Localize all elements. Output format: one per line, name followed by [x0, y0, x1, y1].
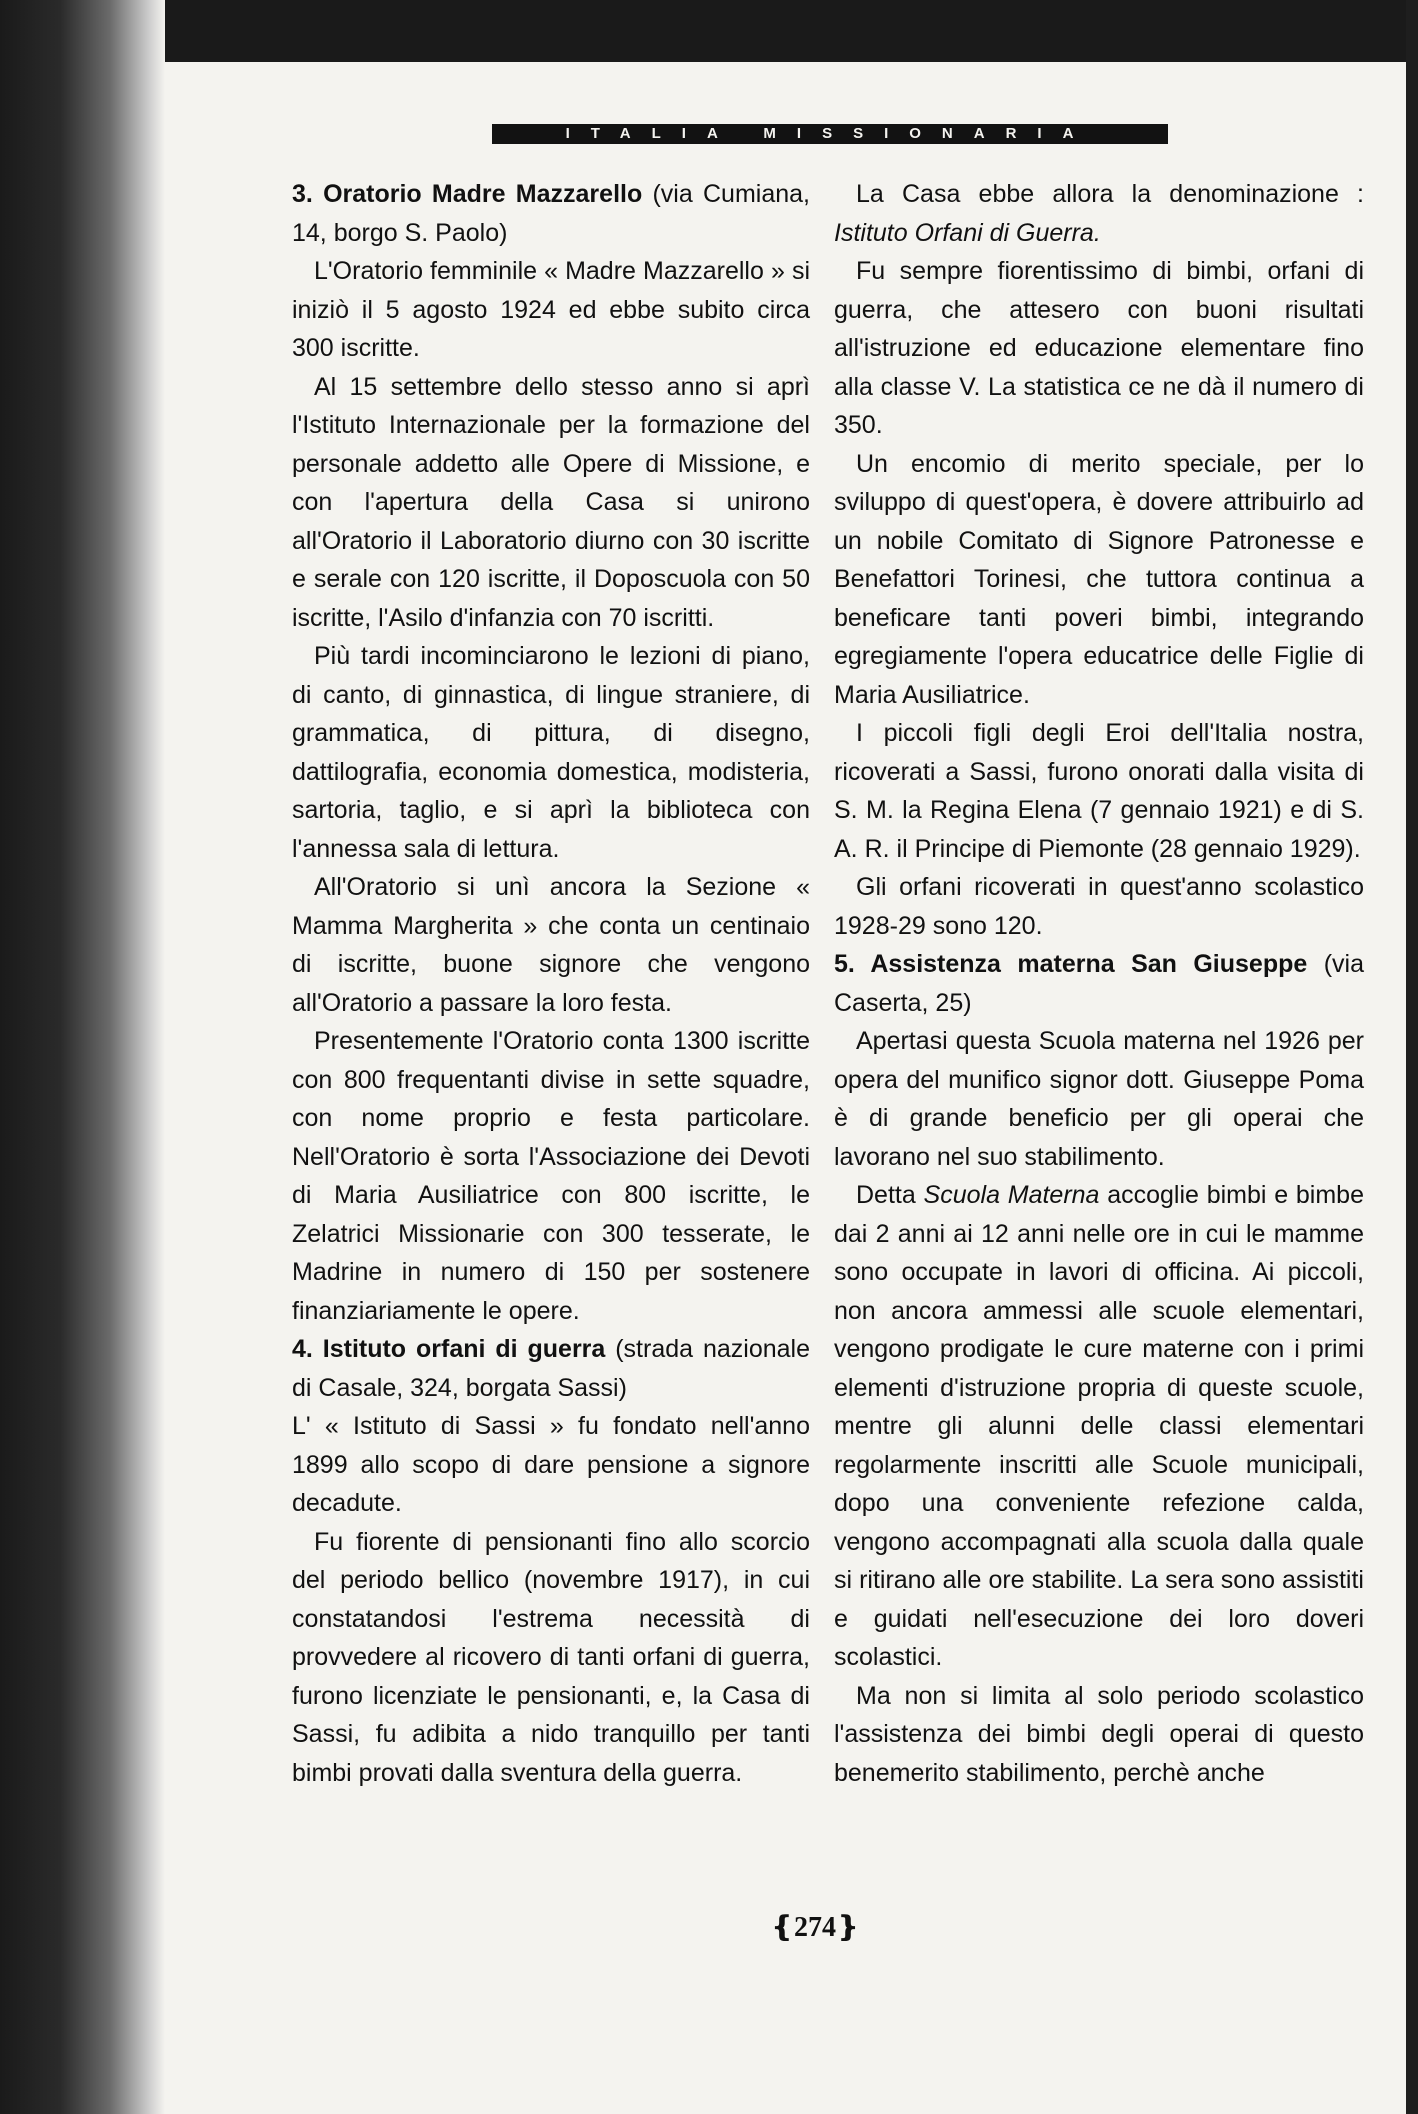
paragraph: Presentemente l'Oratorio conta 1300 iscritte con 800 frequentanti divise in sette squadre, con nome proprio e festa particolare. Nell'Oratorio è sorta l'Associazione dei Devoti di Maria Ausiliatrice con 800 iscritte, le Zelatrici Missionarie con 300 tesserate, le Madrine in numero di 150 per sostenere finanziariamente le opere.: [292, 1027, 810, 1325]
paragraph: I piccoli figli degli Eroi dell'Italia nostra, ricoverati a Sassi, furono onorati dalla visita di S. M. la Regina Elena (7 gennaio 1921) e di S. A. R. il Principe di Piemonte (28 gennaio 1929).: [834, 719, 1364, 863]
paragraph: Fu fiorente di pensionanti fino allo scorcio del periodo bellico (novembre 1917), in cui constatandosi l'estrema necessità di provvedere al ricovero di tanti orfani di guerra, furono licenziate le pensionanti, e, la Casa di Sassi, fu adibita a nido tranquillo per tanti bimbi provati dalla sventura della guerra.: [292, 1527, 810, 1787]
heading-address: (via Cumiana, 14, borgo S. Paolo): [292, 180, 810, 247]
italic-text: Istituto Orfani di Guerra.: [834, 218, 1101, 247]
heading-title: 3. Oratorio Madre Mazzarello: [292, 180, 643, 208]
paragraph: Gli orfani ricoverati in quest'anno scolastico 1928-29 sono 120.: [834, 873, 1364, 940]
section-heading-5: [834, 945, 1364, 1022]
scan-border-top: [0, 0, 1418, 62]
text-run: La Casa ebbe allora la denominazione :: [856, 180, 1364, 208]
scan-border-right: [1406, 0, 1418, 2114]
paragraph: Più tardi incominciarono le lezioni di piano, di canto, di ginnastica, di lingue straniere, di grammatica, di pittura, di disegno, dattilografia, economia domestica, modisteria, sartoria, taglio, e si aprì la biblioteca con l'annessa sala di lettura.: [292, 642, 810, 863]
paragraph: All'Oratorio si unì ancora la Sezione « Mamma Margherita » che conta un centinaio di iscritte, buone signore che vengono all'Oratorio a passare la loro festa.: [292, 873, 810, 1017]
italic-text: Scuola Materna: [923, 1181, 1100, 1209]
paragraph: L' « Istituto di Sassi » fu fondato nell'anno 1899 allo scopo di dare pensione a signore decadute.: [292, 1412, 810, 1517]
paragraph: Fu sempre fiorentissimo di bimbi, orfani di guerra, che attesero con buoni risultati all'istruzione ed educazione elementare fino alla classe V. La statistica ce ne dà il numero di 350.: [834, 257, 1364, 439]
paragraph: L'Oratorio femminile « Madre Mazzarello » si iniziò il 5 agosto 1924 ed ebbe subito circa 300 iscritte.: [292, 257, 810, 362]
text-run: accoglie bimbi e bimbe dai 2 anni ai 12 anni nelle ore in cui le mamme sono occupate in lavori di officina. Ai piccoli, non ancora ammessi alle scuole elementari, vengono prodigate le cure materne con i primi elementi d'istruzione propria di queste scuole, mentre gli alunni delle classi elementari regolarmente inscritti alle Scuole municipali, dopo una conveniente refezione calda, vengono accompagnati alla scuola dalla quale si ritirano alle ore stabilite. La sera sono assistiti e guidati nell'esecuzione dei loro doveri scolastici.: [834, 1181, 1364, 1671]
right-column: [834, 175, 1364, 1792]
page-number-value: 274: [794, 1912, 836, 1943]
scan-border-left: [0, 0, 165, 2114]
paragraph: Al 15 settembre dello stesso anno si aprì l'Istituto Internazionale per la formazione del personale addetto alle Opere di Missione, e con l'apertura della Casa si unirono all'Oratorio il Laboratorio diurno con 30 iscritte e serale con 120 iscritte, il Doposcuola con 50 iscritte, l'Asilo d'infanzia con 70 iscritti.: [292, 372, 810, 632]
paragraph: [834, 175, 1364, 252]
section-heading-3: [292, 175, 810, 252]
running-header: ITALIA MISSIONARIA: [492, 124, 1168, 144]
heading-address: (via Caserta, 25): [834, 950, 1364, 1017]
paragraph: Un encomio di merito speciale, per lo sviluppo di quest'opera, è dovere attribuirlo ad un nobile Comitato di Signore Patronesse e Benefattori Torinesi, che tuttora continua a beneficare tanti poveri bimbi, integrando egregiamente l'opera educatrice delle Figlie di Maria Ausiliatrice.: [834, 449, 1364, 709]
page-number: ❴274❵: [770, 1912, 860, 1943]
heading-address: (strada nazionale di Casale, 324, borgata Sassi): [292, 1335, 810, 1402]
heading-title: 5. Assistenza materna San Giuseppe: [834, 950, 1308, 978]
left-column: [292, 175, 810, 1792]
paragraph: [834, 1176, 1364, 1677]
paragraph: Ma non si limita al solo periodo scolastico l'assistenza dei bimbi degli operai di questo benemerito stabilimento, perchè anche: [834, 1681, 1364, 1787]
paragraph: Apertasi questa Scuola materna nel 1926 per opera del munifico signor dott. Giuseppe Poma è di grande beneficio per gli operai che lavorano nel suo stabilimento.: [834, 1027, 1364, 1171]
section-heading-4: [292, 1330, 810, 1407]
text-run: Detta: [856, 1181, 924, 1209]
heading-title: 4. Istituto orfani di guerra: [292, 1335, 606, 1363]
